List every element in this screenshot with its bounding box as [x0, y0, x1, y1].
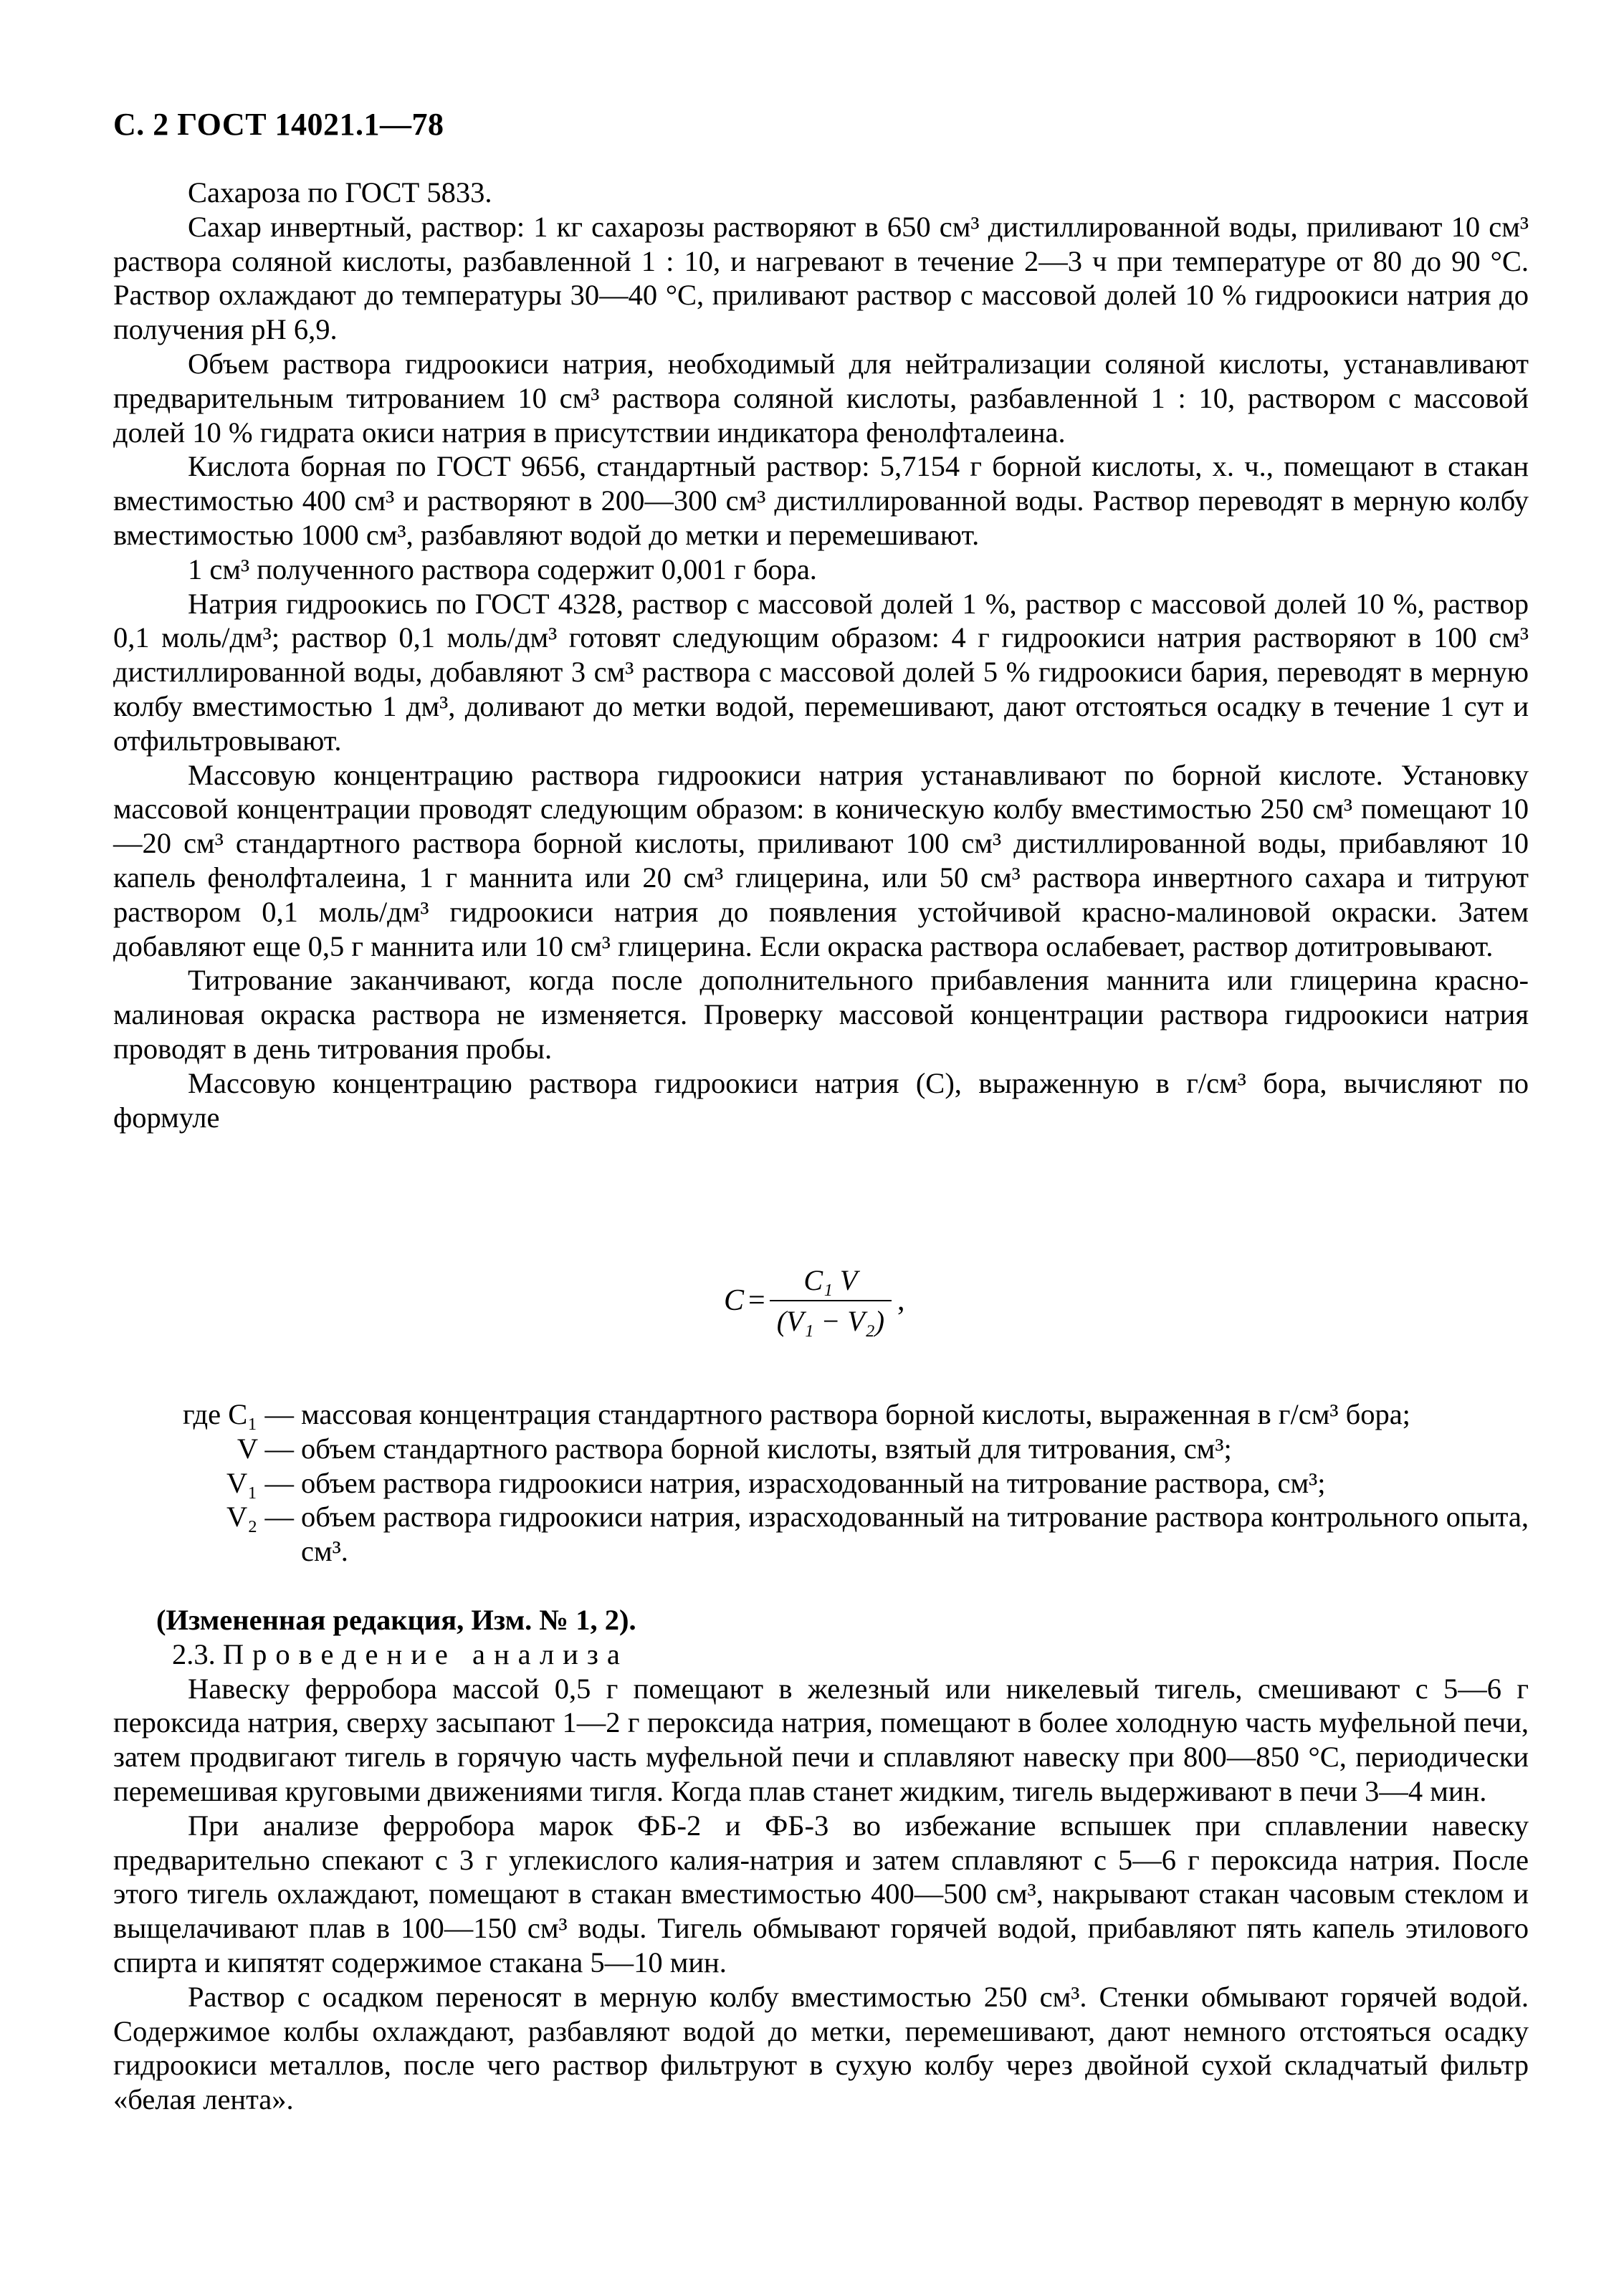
- section-heading: [113, 1637, 1529, 1672]
- definition-row: [171, 1432, 1529, 1466]
- analysis-section: [113, 1603, 1529, 2117]
- reagents-section: [113, 176, 1529, 1134]
- formula-fraction: [770, 1263, 892, 1338]
- definition-row: [171, 1500, 1529, 1569]
- paragraph: Натрия гидроокись по ГОСТ 4328, раствор с массовой долей 1 %, раствор с массовой долей 10 %, раствор 0,1 моль/дм³; раствор 0,1 моль/дм³ готовят следующим образом: 4 г гидроокиси натрия растворяют в 100 см³ дистиллированной воды, добавляют 3 см³ раствора с массовой долей 5 % гидроокиси бария, переводят в мерную колбу вместимостью 1 дм³, доливают до метки водой, перемешивают, дают отстояться осадку в течение 1 сут и отфильтровывают.: [113, 587, 1529, 757]
- page-header: С. 2 ГОСТ 14021.1—78: [113, 107, 444, 142]
- definition-text: объем раствора гидроокиси натрия, израсходованный на титрование раствора, см³;: [301, 1466, 1326, 1499]
- definition-text: массовая концентрация стандартного раствора борной кислоты, выраженная в г/см³ бора;: [301, 1398, 1410, 1430]
- formula-equals: =: [748, 1284, 765, 1317]
- paragraph: Массовую концентрацию раствора гидроокиси натрия устанавливают по борной кислоте. Установку массовой концентрации проводят следующим образом: в коническую колбу вместимостью 250 см³ помещают 10—20 см³ стандартного раствора борной кислоты, приливают 100 см³ дистиллированной воды, прибавляют 10 капель фенолфталеина, 1 г маннита или 20 см³ глицерина, или 50 см³ раствора инвертного сахара и титруют раствором 0,1 моль/дм³ гидроокиси натрия до появления устойчивой красно-малиновой окраски. Затем добавляют еще 0,5 г маннита или 10 см³ глицерина. Если окраска раствора ослабевает, раствор дотитровывают.: [113, 758, 1529, 962]
- paragraph: 1 см³ полученного раствора содержит 0,001 г бора.: [188, 553, 817, 585]
- paragraph: Раствор с осадком переносят в мерную колбу вместимостью 250 см³. Стенки обмывают горячей водой. Содержимое колбы охлаждают, разбавляют водой до метки, перемешивают, дают немного отстояться осадку гидроокиси металлов, после чего раствор фильтруют в сухую колбу через двойной сухой складчатый фильтр «белая лента».: [113, 1980, 1529, 2116]
- definition-row: [171, 1397, 1529, 1432]
- paragraph: Титрование заканчивают, когда после дополнительного прибавления маннита или глицерина красно-малиновая окраска раствора не изменяется. Проверку массовой концентрации раствора гидроокиси натрия проводят в день титрования пробы.: [113, 964, 1529, 1065]
- section-number: 2.3.: [172, 1637, 216, 1670]
- definition-row: [171, 1466, 1529, 1501]
- definition-label: V —: [237, 1432, 294, 1465]
- definition-text: объем раствора гидроокиси натрия, израсходованный на титрование раствора контрольного опыта, см³.: [301, 1501, 1529, 1568]
- definition-label: V₂ —: [226, 1501, 294, 1534]
- paragraph: Сахар инвертный, раствор: 1 кг сахарозы растворяют в 650 см³ дистиллированной воды, приливают 10 см³ раствора соляной кислоты, разбавленной 1 : 10, и нагревают в течение 2—3 ч при температуре от 80 до 90 °С. Раствор охлаждают до температуры 30—40 °С, приливают раствор с массовой долей 10 % гидроокиси натрия до получения рН 6,9.: [113, 210, 1529, 346]
- revision-note: (Измененная редакция, Изм. № 1, 2).: [156, 1604, 636, 1636]
- paragraph: Кислота борная по ГОСТ 9656, стандартный раствор: 5,7154 г борной кислоты, х. ч., помещают в стакан вместимостью 400 см³ и растворяют в 200—300 см³ дистиллированной воды. Раствор переводят в мерную колбу вместимостью 1000 см³, разбавляют водой до метки и перемешивают.: [113, 450, 1529, 551]
- formula-trailing-comma: ,: [897, 1284, 905, 1317]
- section-title: Проведение анализа: [222, 1637, 629, 1670]
- paragraph: При анализе ферробора марок ФБ-2 и ФБ-3 во избежание вспышек при сплавлении навеску предварительно спекают с 3 г углекислого калия-натрия и затем сплавляют с 5—6 г пероксида натрия. После этого тигель охлаждают, помещают в стакан вместимостью 400—500 см³, накрывают стакан часовым стеклом и выщелачивают плав в 100—150 см³ воды. Тигель обмывают горячей водой, прибавляют пять капель этилового спирта и кипятят содержимое стакана 5—10 мин.: [113, 1809, 1529, 1979]
- definition-label: где C₁ —: [182, 1398, 294, 1430]
- concentration-formula: [724, 1250, 905, 1351]
- definition-label: V₁ —: [226, 1466, 294, 1499]
- formula-denominator: (V₁ − V₂): [776, 1305, 885, 1337]
- formula-lhs: C: [724, 1284, 745, 1317]
- paragraph: Объем раствора гидроокиси натрия, необходимый для нейтрализации соляной кислоты, устанавливают предварительным титрованием 10 см³ раствора соляной кислоты, разбавленной 1 : 10, раствором с массовой долей 10 % гидрата окиси натрия в присутствии индикатора фенолфталеина.: [113, 347, 1529, 449]
- paragraph: Массовую концентрацию раствора гидроокиси натрия (С), выраженную в г/см³ бора, вычисляют по формуле: [113, 1066, 1529, 1134]
- formula-numerator: C₁ V: [803, 1264, 858, 1296]
- definition-text: объем стандартного раствора борной кислоты, взятый для титрования, см³;: [301, 1432, 1232, 1465]
- paragraph: Сахароза по ГОСТ 5833.: [188, 176, 492, 209]
- paragraph: Навеску ферробора массой 0,5 г помещают в железный или никелевый тигель, смешивают с 5—6 г пероксида натрия, сверху засыпают 1—2 г пероксида натрия, помещают в более холодную часть муфельной печи, затем продвигают тигель в горячую часть муфельной печи и сплавляют навеску при 800—850 °С, периодически перемешивая круговыми движениями тигля. Когда плав станет жидким, тигель выдерживают в печи 3—4 мин.: [113, 1672, 1529, 1807]
- formula-definitions: [171, 1397, 1529, 1569]
